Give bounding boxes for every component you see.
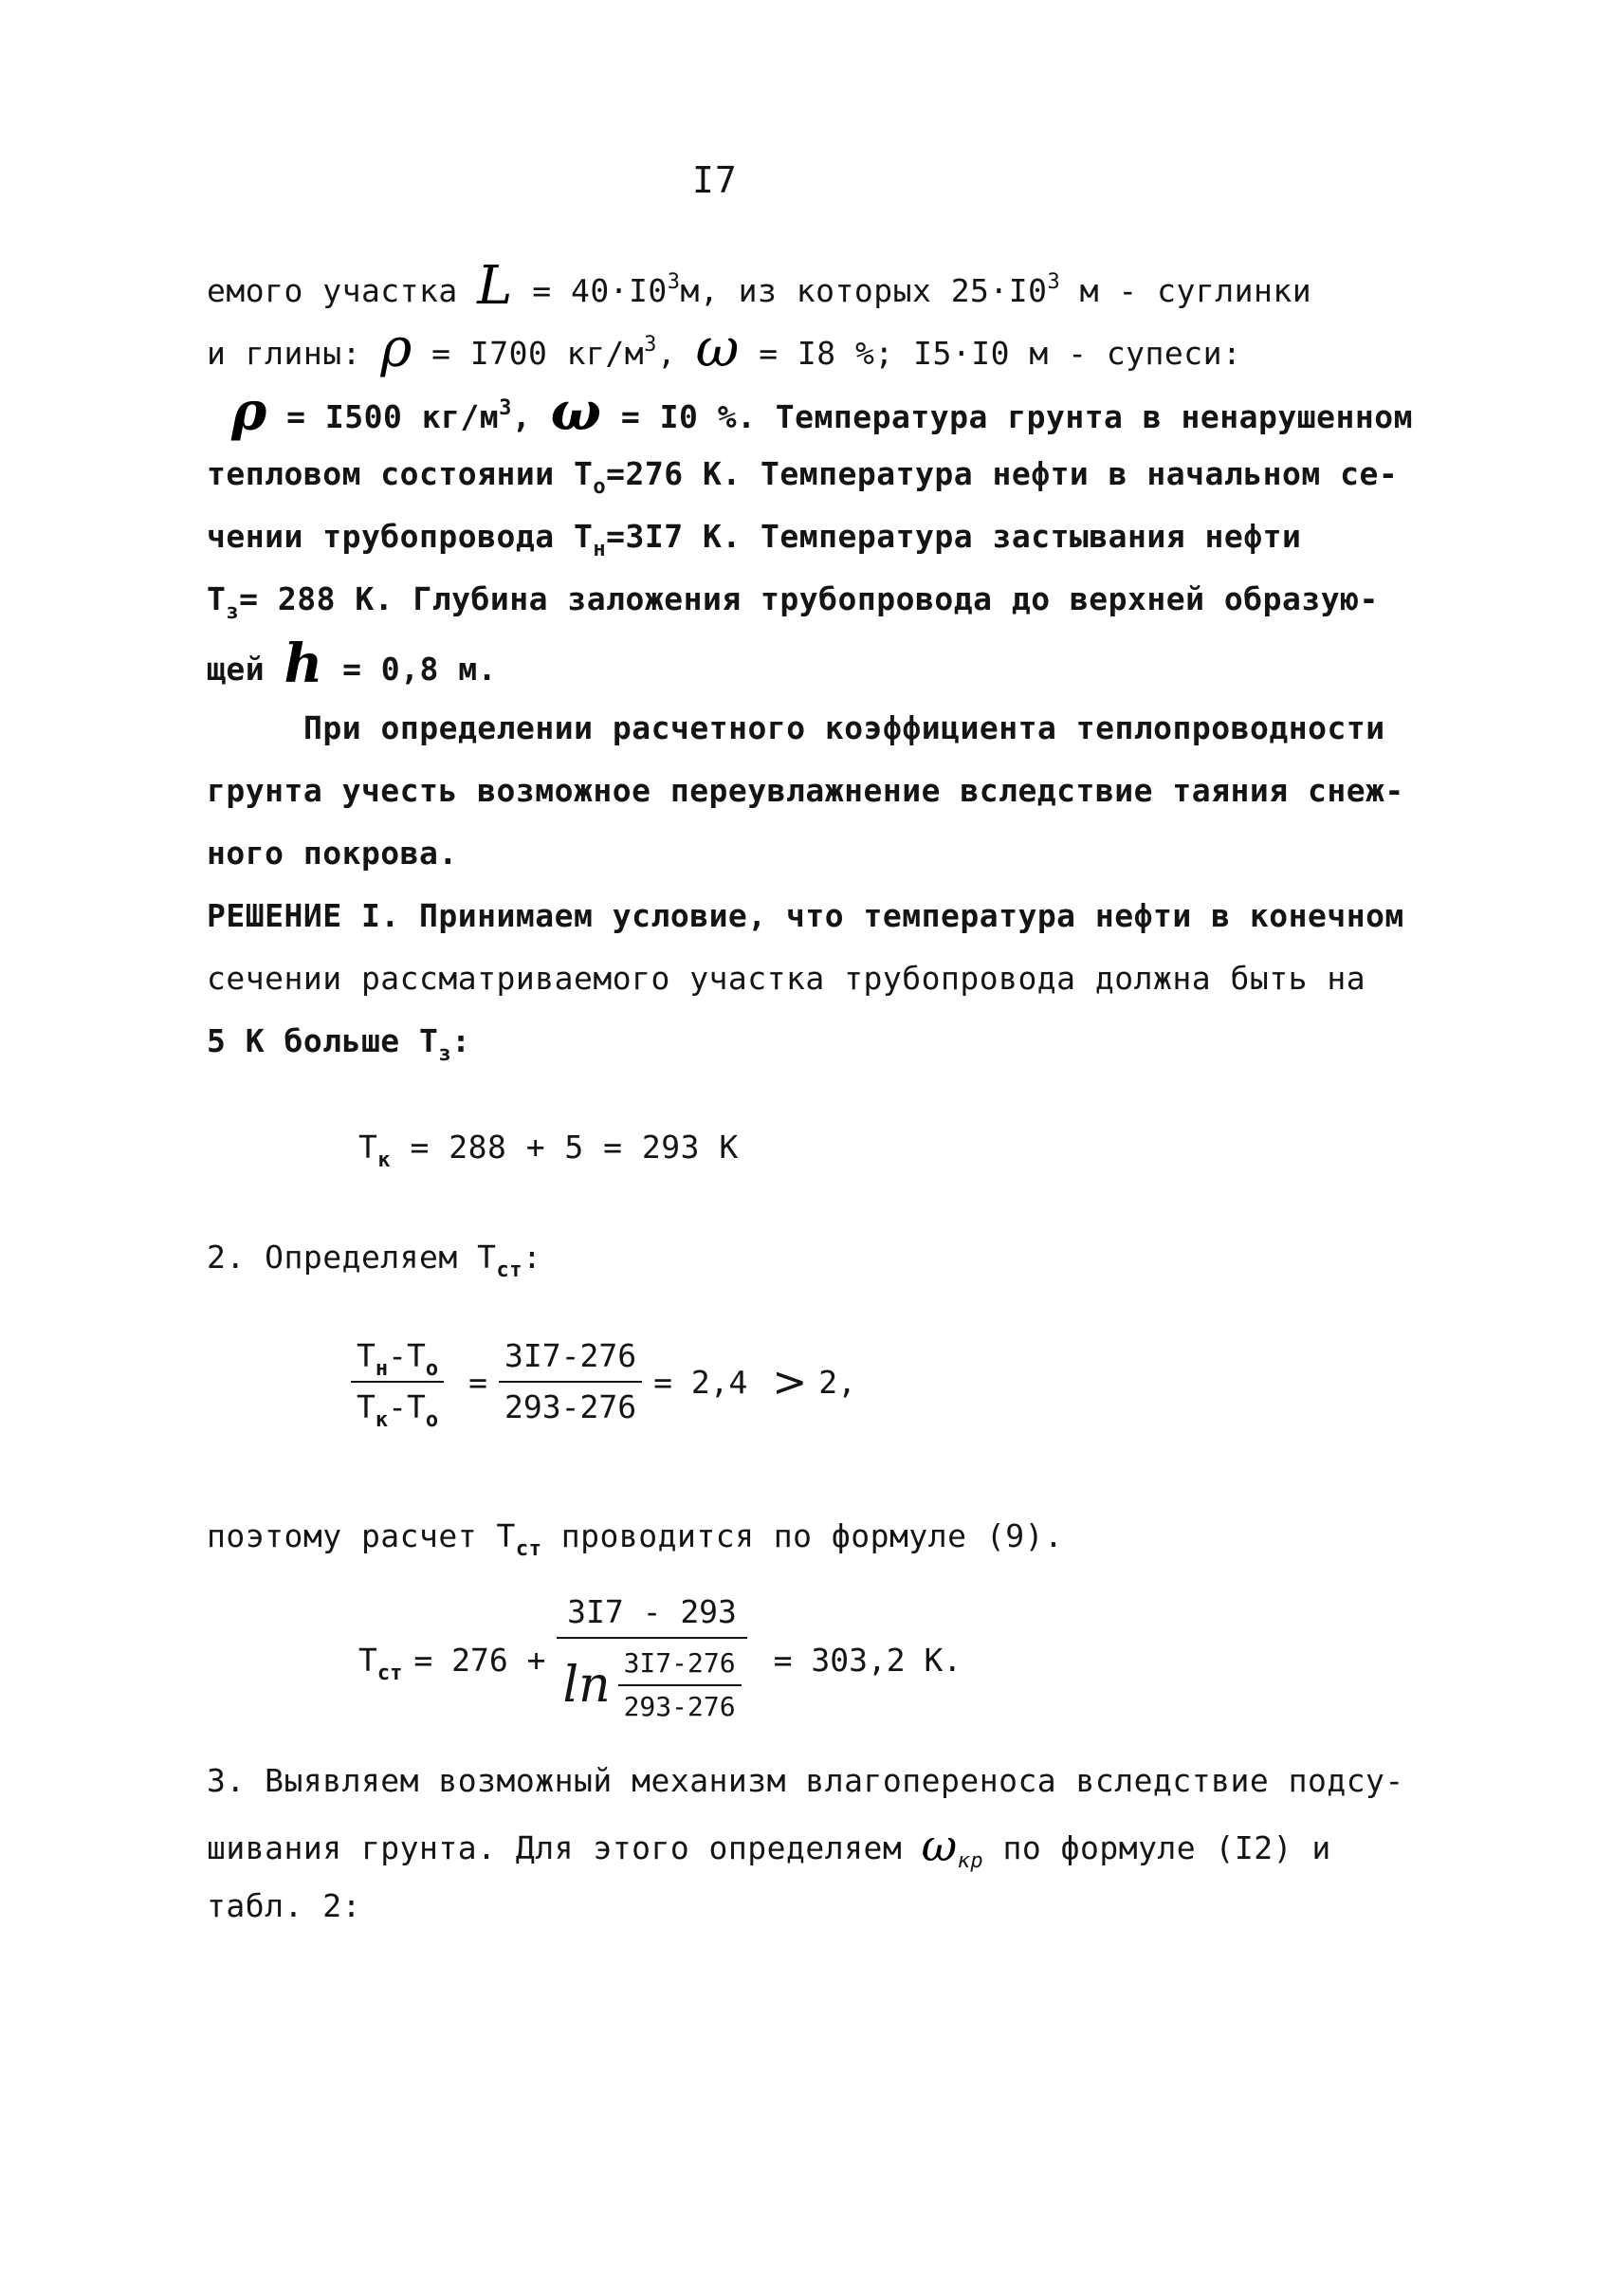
solution-heading: РЕШЕНИЕ [207,897,342,934]
moisture-symbol: ω [695,318,740,379]
page-number: I7 [692,159,738,201]
text-line-4: тепловом состоянии $T_о=276$ К. Температура нефти в начальном се- [207,455,1399,499]
numeric-fraction: $\frac{3I7-276}{293-276}$ [499,1337,642,1426]
density-symbol: ρ [380,318,412,379]
formula-tst: $T_{ст}$ = 276 + 3I7 - 293 ln $\frac{3I7-276}{293-276}$ = 303,2 К. [358,1593,973,1726]
step3-line-3: табл. 2: [207,1887,361,1924]
solution-line-1: РЕШЕНИЕ I. Принимаем условие, что температура нефти в конечном [207,897,1404,934]
para2-line-2: грунта учесть возможное переувлажнение вследствие таяния снеж- [207,772,1404,809]
para2-line-3: ного покрова. [207,835,458,872]
solution-line-2: сечении рассматриваемого участка трубопровода должна быть на [207,960,1366,997]
text-line-7: щей h = 0,8 м. [207,633,498,695]
step2-line: 2. Определяем $T_{ст}$: [207,1239,542,1282]
text-line-2: и глины: ρ = I700 $кг/м^3$, ω = I8 %; I5·I0 м - супеси: [207,318,1242,379]
formula-tk: $T_к = 288 + 5 = 293$ К [358,1129,739,1172]
greater-than-sign: > [772,1357,808,1406]
density-symbol: ρ [231,380,267,443]
text-line-3: ρ = I500 $кг/м^3$, ω = I0 %. Температура грунта в ненарушенном [231,380,1413,443]
solution-line-3: 5 К больше $T_з$: [207,1022,471,1066]
therefore-line: поэтому расчет $T_{ст}$ проводится по формуле (9). [207,1517,1064,1561]
ln-symbol: ln [562,1657,611,1714]
step3-line-2: шивания грунта. Для этого определяем $\omega_{кр}$ по формуле (I2) и [207,1820,1331,1873]
moisture-critical-symbol: ω [921,1820,958,1871]
formula-ratio: $\frac{T_н-T_о}{T_к-T_о}$ = $\frac{3I7-276}{293-276}$ = 2,4 > 2, [351,1337,868,1426]
inner-fraction: $\frac{3I7-276}{293-276}$ [618,1644,742,1726]
text-line-5: чении трубопровода $T_н=3I7$ К. Температура застывания нефти [207,518,1302,561]
length-symbol: L [477,255,513,317]
log-fraction: 3I7 - 293 ln $\frac{3I7-276}{293-276}$ [557,1593,746,1726]
para2-line-1: При определении расчетного коэффициента теплопроводности [303,709,1385,746]
text-line-6: $T_з= 288$ К. Глубина заложения трубопровода до верхней образую- [207,580,1379,624]
moisture-symbol: ω [550,380,602,443]
text-line-1: емого участка $L = 40\cdot I0^3м$, из которых $25\cdot I0^3$ м - суглинки [207,255,1312,317]
step3-line-1: 3. Выявляем возможный механизм влагопереноса вследствие подсу- [207,1762,1404,1799]
depth-symbol: h [284,633,323,695]
ratio-fraction: $\frac{T_н-T_о}{T_к-T_о}$ [351,1337,444,1426]
